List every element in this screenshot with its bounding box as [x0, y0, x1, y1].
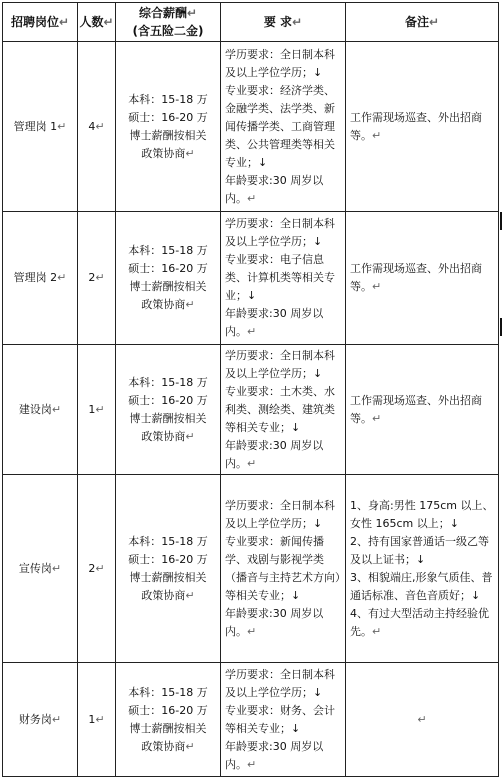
requirements-cell — [221, 212, 346, 345]
salary-line: 本科：15-18 万 — [128, 685, 208, 699]
requirements-cell — [221, 345, 346, 475]
requirement-line: 学历要求：全日制本科及以上学位学历；↓ — [225, 47, 335, 79]
salary-line: 本科：15-18 万 — [128, 92, 208, 106]
salary-line: 博士薪酬按相关 — [129, 280, 207, 293]
salary-cell — [116, 42, 221, 212]
count-cell: 2↵ — [78, 212, 116, 345]
note-line: 2、持有国家普通话一级乙等及以上证书；↓ — [350, 534, 489, 566]
requirement-line: 年龄要求:30 周岁以内。↵ — [225, 438, 324, 470]
position-cell: 管理岗 2↵ — [3, 212, 78, 345]
note-line: 工作需现场巡查、外出招商等。↵ — [350, 393, 482, 425]
notes-cell — [346, 42, 499, 212]
notes-cell — [346, 212, 499, 345]
salary-line: 硕士：16-20 万 — [128, 703, 208, 717]
salary-line: 博士薪酬按相关 — [129, 128, 207, 142]
salary-cell — [116, 663, 221, 777]
requirement-line: 专业要求：经济学类、金融学类、法学类、新闻传播学类、工商管理类、公共管理类等相关专业；↓ — [225, 83, 335, 169]
position-cell: 宣传岗↵ — [3, 475, 78, 663]
requirement-line: 年龄要求:30 周岁以内。↵ — [225, 307, 324, 338]
salary-cell — [116, 345, 221, 475]
recruitment-table — [2, 2, 499, 777]
requirement-line: 专业要求：财务、会计等相关专业；↓ — [225, 703, 335, 735]
count-cell: 1↵ — [78, 345, 116, 475]
requirement-line: 年龄要求:30 周岁以内。↵ — [225, 739, 324, 771]
salary-line: 硕士：16-20 万 — [128, 110, 208, 124]
header-notes: 备注↵ — [346, 3, 499, 42]
salary-line: 硕士：16-20 万 — [128, 552, 208, 566]
table-row — [3, 42, 499, 212]
table-row — [3, 663, 499, 777]
requirement-line: 年龄要求:30 周岁以内。↵ — [225, 606, 324, 638]
requirement-line: 学历要求：全日制本科及以上学位学历；↓ — [225, 498, 335, 530]
header-requirements: 要 求↵ — [221, 3, 346, 42]
table-row — [3, 212, 499, 345]
requirement-line: 学历要求：全日制本科及以上学位学历；↓ — [225, 667, 335, 699]
position-cell: 建设岗↵ — [3, 345, 78, 475]
salary-line: 硕士：16-20 万 — [128, 262, 208, 275]
salary-line: 政策协商↵ — [141, 739, 195, 753]
header-row — [3, 3, 499, 42]
position-cell: 管理岗 1↵ — [3, 42, 78, 212]
requirement-line: 学历要求：全日制本科及以上学位学历；↓ — [225, 348, 335, 380]
table-row — [3, 475, 499, 663]
salary-line: 博士薪酬按相关 — [129, 570, 207, 584]
notes-cell — [346, 345, 499, 475]
salary-line: 政策协商↵ — [141, 429, 195, 443]
requirements-cell — [221, 475, 346, 663]
note-line: 工作需现场巡查、外出招商等。↵ — [350, 110, 482, 142]
note-line: 工作需现场巡查、外出招商等。↵ — [350, 262, 482, 293]
requirement-line: 年龄要求:30 周岁以内。↵ — [225, 173, 324, 205]
requirement-line: 专业要求：电子信息类、计算机类等相关专业；↓ — [225, 253, 335, 302]
note-line: 3、相貌端庄,形象气质佳、普通话标准、音色音质好；↓ — [350, 570, 493, 602]
count-cell: 1↵ — [78, 663, 116, 777]
salary-cell — [116, 475, 221, 663]
salary-line: 本科：15-18 万 — [128, 534, 208, 548]
salary-line: 本科：15-18 万 — [128, 375, 208, 389]
requirement-line: 学历要求：全日制本科及以上学位学历；↓ — [225, 217, 335, 248]
position-cell: 财务岗↵ — [3, 663, 78, 777]
count-cell: 2↵ — [78, 475, 116, 663]
count-cell: 4↵ — [78, 42, 116, 212]
notes-cell — [346, 475, 499, 663]
requirement-line: 专业要求：土木类、水利类、测绘类、建筑类等相关专业；↓ — [225, 384, 335, 434]
header-position: 招聘岗位↵ — [3, 3, 78, 42]
header-salary: 综合薪酬↵ (含五险二金) — [116, 3, 221, 42]
salary-line: 政策协商↵ — [141, 588, 195, 602]
notes-cell: ↵ — [346, 663, 499, 777]
header-count: 人数↵ — [78, 3, 116, 42]
note-line: 1、身高:男性 175cm 以上、女性 165cm 以上；↓ — [350, 498, 494, 530]
requirements-cell — [221, 42, 346, 212]
salary-line: 硕士：16-20 万 — [128, 393, 208, 407]
salary-line: 政策协商↵ — [141, 298, 195, 311]
requirements-cell — [221, 663, 346, 777]
salary-cell — [116, 212, 221, 345]
salary-line: 博士薪酬按相关 — [129, 411, 207, 425]
requirement-line: 专业要求：新闻传播学、戏剧与影视学类（播音与主持艺术方向）等相关专业；↓ — [225, 534, 341, 602]
salary-line: 本科：15-18 万 — [128, 244, 208, 257]
salary-line: 政策协商↵ — [141, 146, 195, 160]
note-line: 4、有过大型活动主持经验优先。↵ — [350, 606, 489, 638]
table-row — [3, 345, 499, 475]
salary-line: 博士薪酬按相关 — [129, 721, 207, 735]
